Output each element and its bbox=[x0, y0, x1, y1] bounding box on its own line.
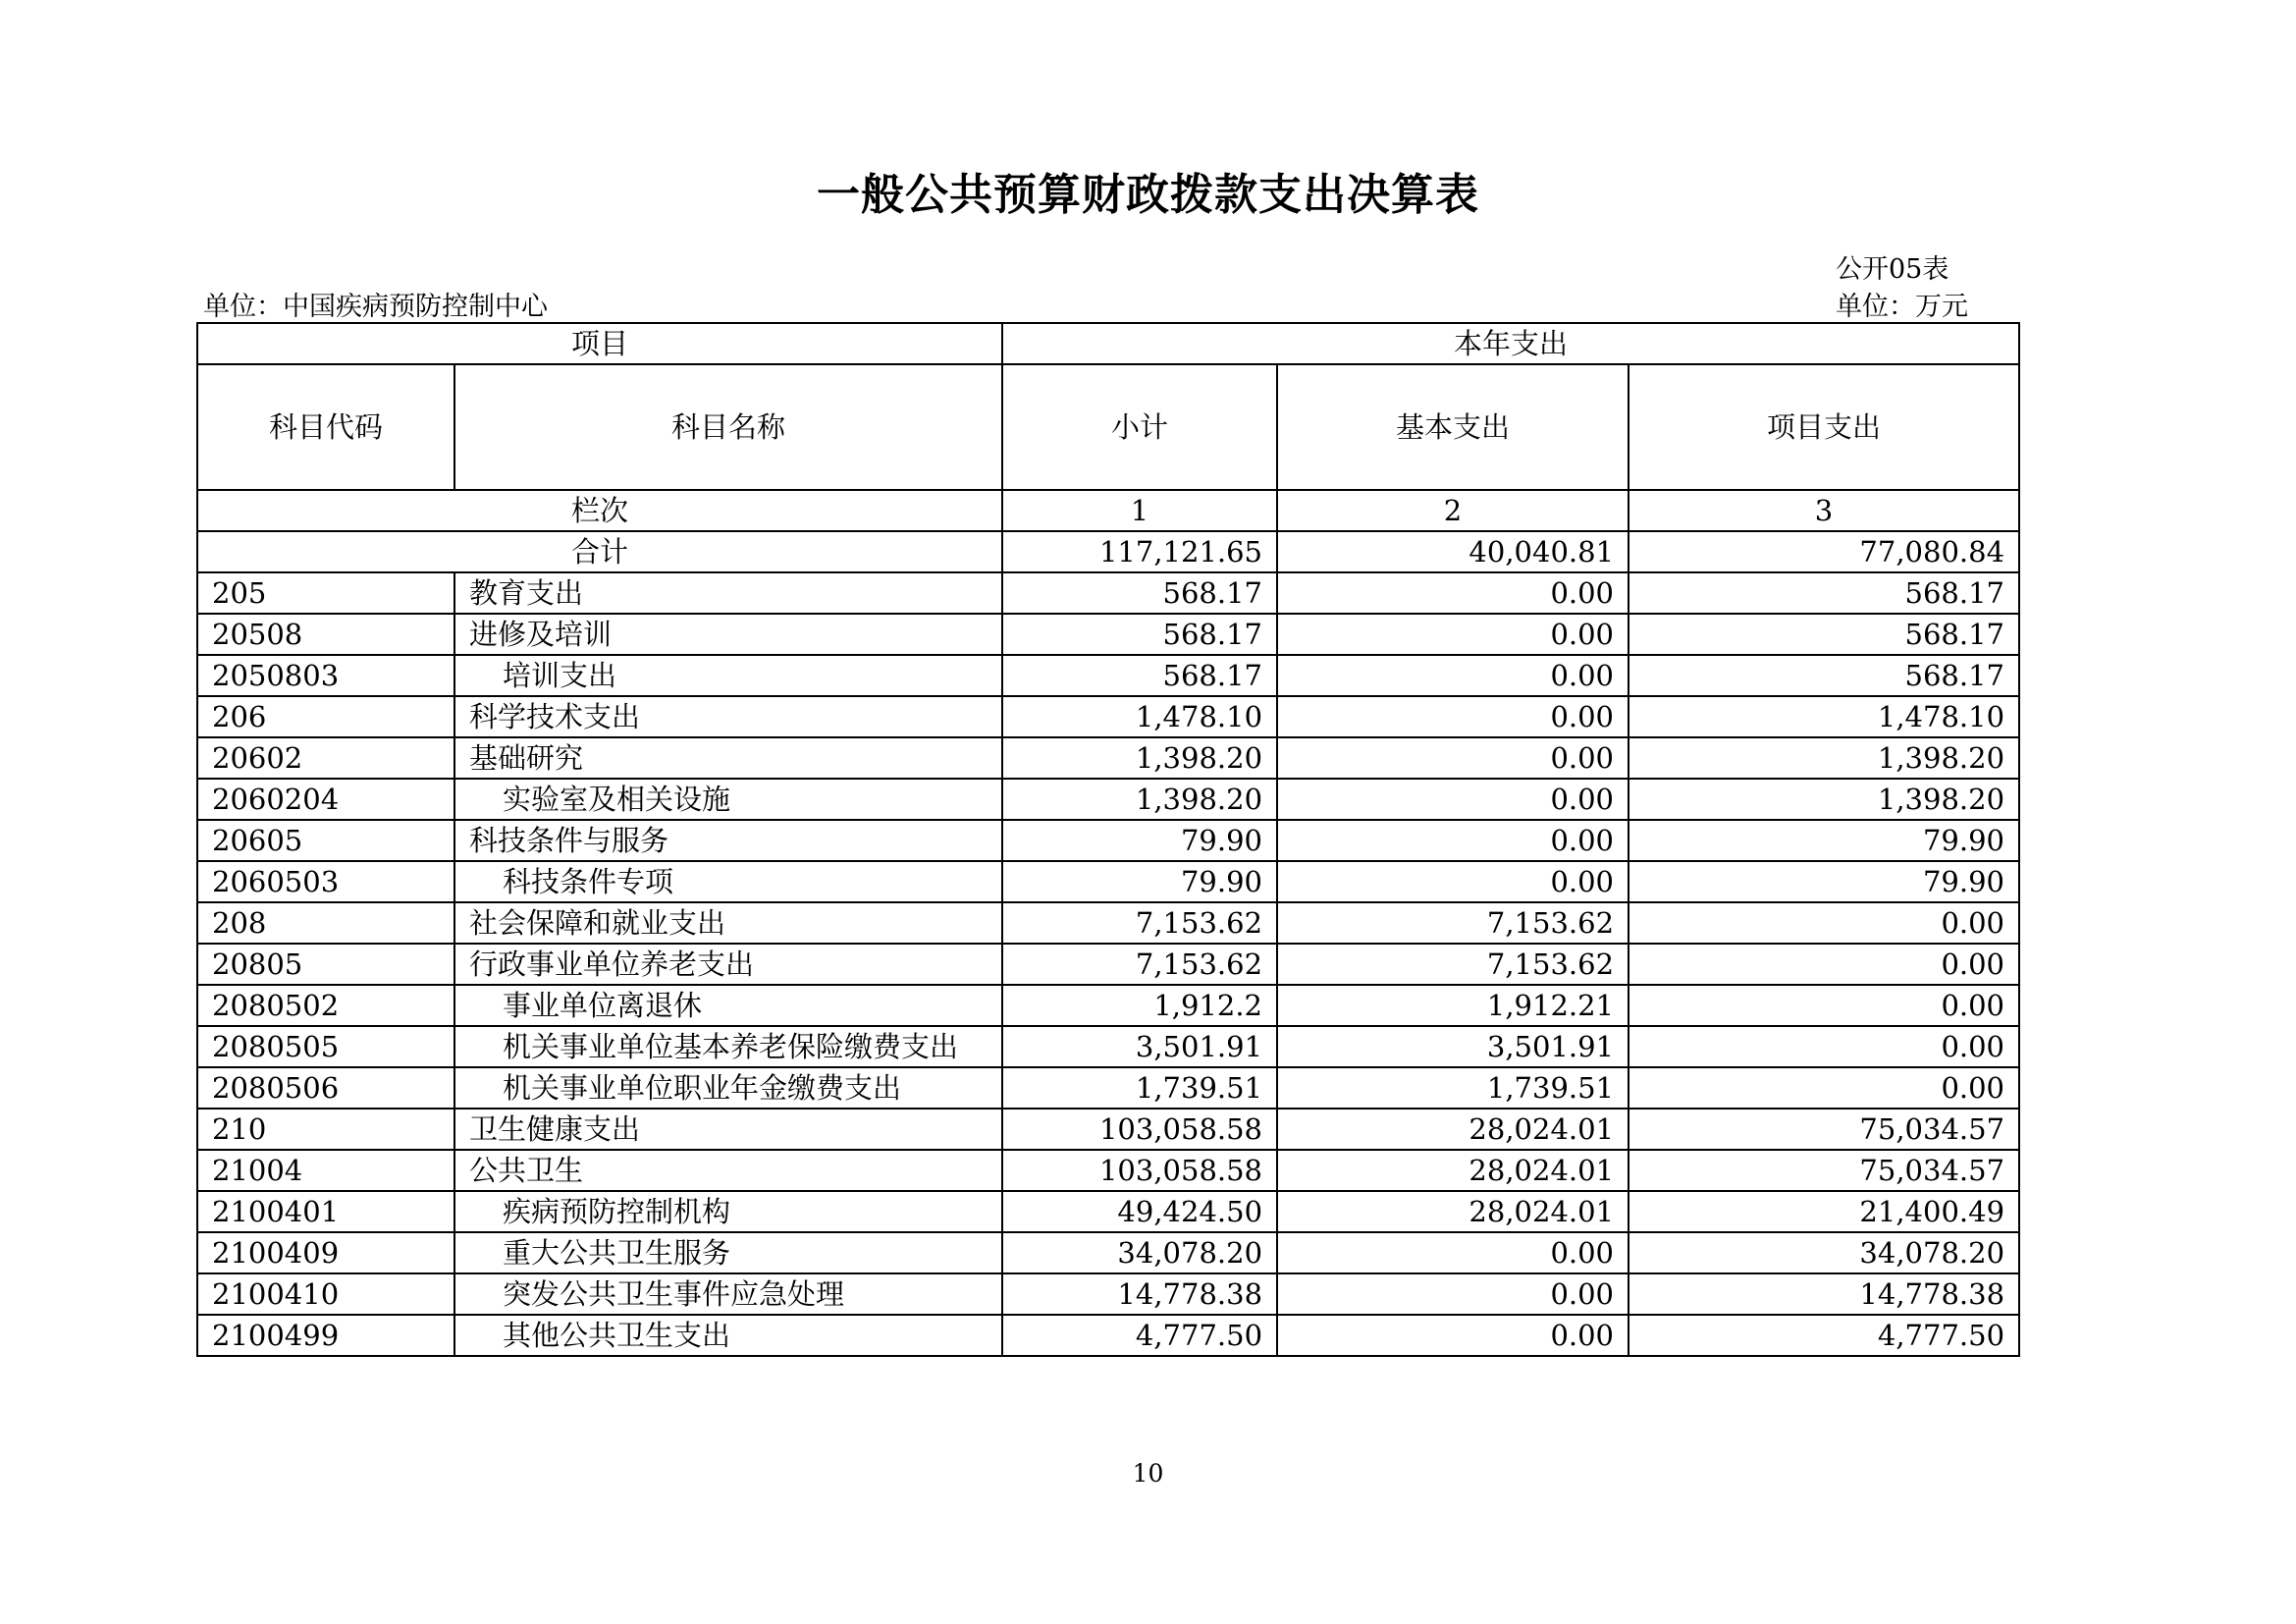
row-subtotal: 79.90 bbox=[1002, 820, 1277, 861]
row-subtotal: 3,501.91 bbox=[1002, 1026, 1277, 1067]
table-row bbox=[197, 1273, 2019, 1315]
row-name: 行政事业单位养老支出 bbox=[454, 944, 1002, 985]
row-index bbox=[197, 490, 2019, 531]
row-project: 79.90 bbox=[1629, 861, 2019, 902]
row-code: 205 bbox=[197, 572, 454, 614]
table-row bbox=[197, 1191, 2019, 1232]
header-name: 科目名称 bbox=[454, 364, 1002, 490]
table-row bbox=[197, 1067, 2019, 1109]
table-row bbox=[197, 1315, 2019, 1356]
row-code: 2100409 bbox=[197, 1232, 454, 1273]
row-code: 206 bbox=[197, 696, 454, 737]
row-index-c1: 1 bbox=[1002, 490, 1277, 531]
row-code: 20602 bbox=[197, 737, 454, 779]
row-name: 科学技术支出 bbox=[454, 696, 1002, 737]
row-project: 568.17 bbox=[1629, 655, 2019, 696]
unit-currency: 单位：万元 bbox=[1836, 292, 1968, 322]
table-row bbox=[197, 779, 2019, 820]
header-project: 项目 bbox=[197, 323, 1002, 364]
row-code: 208 bbox=[197, 902, 454, 944]
table-row bbox=[197, 614, 2019, 655]
total-label: 合计 bbox=[197, 531, 1002, 572]
row-basic: 28,024.01 bbox=[1277, 1150, 1629, 1191]
row-subtotal: 79.90 bbox=[1002, 861, 1277, 902]
row-code: 210 bbox=[197, 1109, 454, 1150]
row-name: 进修及培训 bbox=[454, 614, 1002, 655]
row-basic: 1,739.51 bbox=[1277, 1067, 1629, 1109]
row-project: 0.00 bbox=[1629, 902, 2019, 944]
row-subtotal: 1,398.20 bbox=[1002, 737, 1277, 779]
header-basic: 基本支出 bbox=[1277, 364, 1629, 490]
row-subtotal: 103,058.58 bbox=[1002, 1109, 1277, 1150]
row-subtotal: 1,398.20 bbox=[1002, 779, 1277, 820]
row-project: 568.17 bbox=[1629, 572, 2019, 614]
row-project: 0.00 bbox=[1629, 944, 2019, 985]
row-basic: 0.00 bbox=[1277, 696, 1629, 737]
header-code: 科目代码 bbox=[197, 364, 454, 490]
row-project: 568.17 bbox=[1629, 614, 2019, 655]
row-basic: 0.00 bbox=[1277, 1232, 1629, 1273]
table-row bbox=[197, 737, 2019, 779]
row-code: 2080506 bbox=[197, 1067, 454, 1109]
table-row bbox=[197, 861, 2019, 902]
row-project: 0.00 bbox=[1629, 1067, 2019, 1109]
row-basic: 0.00 bbox=[1277, 572, 1629, 614]
row-subtotal: 1,912.2 bbox=[1002, 985, 1277, 1026]
row-name: 其他公共卫生支出 bbox=[454, 1315, 1002, 1356]
table-row bbox=[197, 902, 2019, 944]
row-basic: 28,024.01 bbox=[1277, 1191, 1629, 1232]
row-basic: 0.00 bbox=[1277, 779, 1629, 820]
row-basic: 0.00 bbox=[1277, 861, 1629, 902]
row-project: 21,400.49 bbox=[1629, 1191, 2019, 1232]
unit-organization: 单位：中国疾病预防控制中心 bbox=[203, 292, 548, 322]
row-index-c2: 2 bbox=[1277, 490, 1629, 531]
header-subtotal: 小计 bbox=[1002, 364, 1277, 490]
header-current-year: 本年支出 bbox=[1002, 323, 2019, 364]
row-basic: 7,153.62 bbox=[1277, 944, 1629, 985]
total-project: 77,080.84 bbox=[1629, 531, 2019, 572]
row-basic: 28,024.01 bbox=[1277, 1109, 1629, 1150]
table-row bbox=[197, 572, 2019, 614]
row-basic: 7,153.62 bbox=[1277, 902, 1629, 944]
row-code: 21004 bbox=[197, 1150, 454, 1191]
page-title: 一般公共预算财政拨款支出决算表 bbox=[817, 170, 1479, 220]
row-name: 机关事业单位基本养老保险缴费支出 bbox=[454, 1026, 1002, 1067]
row-name: 事业单位离退休 bbox=[454, 985, 1002, 1026]
row-name: 基础研究 bbox=[454, 737, 1002, 779]
table-row bbox=[197, 696, 2019, 737]
row-subtotal: 49,424.50 bbox=[1002, 1191, 1277, 1232]
table-row bbox=[197, 820, 2019, 861]
row-code: 20805 bbox=[197, 944, 454, 985]
row-subtotal: 14,778.38 bbox=[1002, 1273, 1277, 1315]
row-code: 2080505 bbox=[197, 1026, 454, 1067]
row-subtotal: 568.17 bbox=[1002, 655, 1277, 696]
row-name: 公共卫生 bbox=[454, 1150, 1002, 1191]
row-subtotal: 1,739.51 bbox=[1002, 1067, 1277, 1109]
row-project: 4,777.50 bbox=[1629, 1315, 2019, 1356]
row-name: 突发公共卫生事件应急处理 bbox=[454, 1273, 1002, 1315]
row-subtotal: 7,153.62 bbox=[1002, 944, 1277, 985]
row-project: 0.00 bbox=[1629, 1026, 2019, 1067]
row-code: 2100410 bbox=[197, 1273, 454, 1315]
row-code: 2100499 bbox=[197, 1315, 454, 1356]
row-subtotal: 103,058.58 bbox=[1002, 1150, 1277, 1191]
row-index-c3: 3 bbox=[1629, 490, 2019, 531]
row-code: 2100401 bbox=[197, 1191, 454, 1232]
row-name: 科技条件与服务 bbox=[454, 820, 1002, 861]
header-row-columns bbox=[197, 364, 2019, 490]
row-name: 培训支出 bbox=[454, 655, 1002, 696]
row-code: 20508 bbox=[197, 614, 454, 655]
row-code: 20605 bbox=[197, 820, 454, 861]
row-project: 34,078.20 bbox=[1629, 1232, 2019, 1273]
expenditure-table bbox=[196, 322, 2020, 1357]
row-name: 重大公共卫生服务 bbox=[454, 1232, 1002, 1273]
row-project: 1,398.20 bbox=[1629, 779, 2019, 820]
row-basic: 0.00 bbox=[1277, 1315, 1629, 1356]
row-code: 2060503 bbox=[197, 861, 454, 902]
table-row bbox=[197, 1150, 2019, 1191]
row-name: 卫生健康支出 bbox=[454, 1109, 1002, 1150]
row-project: 75,034.57 bbox=[1629, 1150, 2019, 1191]
header-row-top bbox=[197, 323, 2019, 364]
row-basic: 0.00 bbox=[1277, 655, 1629, 696]
total-basic: 40,040.81 bbox=[1277, 531, 1629, 572]
row-name: 疾病预防控制机构 bbox=[454, 1191, 1002, 1232]
table-row bbox=[197, 1109, 2019, 1150]
row-subtotal: 34,078.20 bbox=[1002, 1232, 1277, 1273]
page-number: 10 bbox=[1132, 1459, 1164, 1488]
row-project: 1,398.20 bbox=[1629, 737, 2019, 779]
table-row bbox=[197, 985, 2019, 1026]
table-row bbox=[197, 1026, 2019, 1067]
table-row bbox=[197, 1232, 2019, 1273]
row-basic: 1,912.21 bbox=[1277, 985, 1629, 1026]
row-project: 79.90 bbox=[1629, 820, 2019, 861]
row-project: 0.00 bbox=[1629, 985, 2019, 1026]
row-project: 1,478.10 bbox=[1629, 696, 2019, 737]
row-subtotal: 1,478.10 bbox=[1002, 696, 1277, 737]
row-basic: 0.00 bbox=[1277, 614, 1629, 655]
total-row bbox=[197, 531, 2019, 572]
form-code: 公开05表 bbox=[1836, 254, 1949, 285]
row-basic: 3,501.91 bbox=[1277, 1026, 1629, 1067]
row-index-label: 栏次 bbox=[197, 490, 1002, 531]
row-basic: 0.00 bbox=[1277, 1273, 1629, 1315]
row-name: 科技条件专项 bbox=[454, 861, 1002, 902]
row-name: 实验室及相关设施 bbox=[454, 779, 1002, 820]
row-basic: 0.00 bbox=[1277, 820, 1629, 861]
row-subtotal: 7,153.62 bbox=[1002, 902, 1277, 944]
row-basic: 0.00 bbox=[1277, 737, 1629, 779]
row-code: 2060204 bbox=[197, 779, 454, 820]
row-subtotal: 568.17 bbox=[1002, 572, 1277, 614]
row-name: 教育支出 bbox=[454, 572, 1002, 614]
row-subtotal: 4,777.50 bbox=[1002, 1315, 1277, 1356]
row-code: 2080502 bbox=[197, 985, 454, 1026]
row-name: 社会保障和就业支出 bbox=[454, 902, 1002, 944]
row-name: 机关事业单位职业年金缴费支出 bbox=[454, 1067, 1002, 1109]
table-row bbox=[197, 944, 2019, 985]
row-project: 75,034.57 bbox=[1629, 1109, 2019, 1150]
total-subtotal: 117,121.65 bbox=[1002, 531, 1277, 572]
table-row bbox=[197, 655, 2019, 696]
row-code: 2050803 bbox=[197, 655, 454, 696]
header-project-exp: 项目支出 bbox=[1629, 364, 2019, 490]
row-project: 14,778.38 bbox=[1629, 1273, 2019, 1315]
row-subtotal: 568.17 bbox=[1002, 614, 1277, 655]
